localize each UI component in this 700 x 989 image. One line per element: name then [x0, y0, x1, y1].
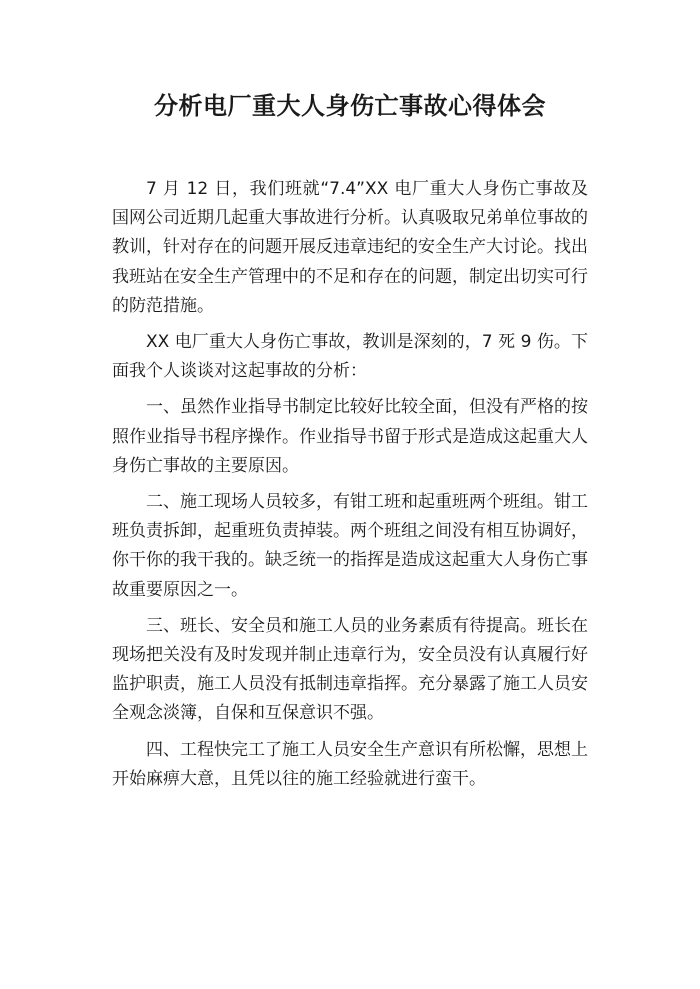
paragraph-point-3: 三、班长、安全员和施工人员的业务素质有待提高。班长在现场把关没有及时发现并制止违章行为，安全员没有认真履行好监护职责，施工人员没有抵制违章指挥。充分暴露了施工人员安全观念淡簿，自保和互保意识不强。 [112, 615, 588, 724]
paragraph-point-1: 一、虽然作业指导书制定比较好比较全面，但没有严格的按照作业指导书程序操作。作业指导书留于形式是造成这起重大人身伤亡事故的主要原因。 [112, 397, 588, 476]
document-title: 分析电厂重大人身伤亡事故心得体会 [154, 92, 546, 120]
paragraph-intro: 7 月 12 日，我们班就“7.4”XX 电厂重大人身伤亡事故及国网公司近期几起重大事故进行分析。认真吸取兄弟单位事故的教训，针对存在的问题开展反违章违纪的安全生产大讨论。找出我班站在安全生产管理中的不足和存在的问题，制定出切实可行的防范措施。 [112, 179, 588, 316]
paragraph-point-2: 二、施工现场人员较多，有钳工班和起重班两个班组。钳工班负责拆卸，起重班负责掉装。两个班组之间没有相互协调好，你干你的我干我的。缺乏统一的指挥是造成这起重大人身伤亡事故重要原因之一。 [112, 492, 588, 600]
paragraph-summary: XX 电厂重大人身伤亡事故，教训是深刻的，7 死 9 伤。下面我个人谈谈对这起事故的分析： [112, 332, 588, 382]
paragraph-point-4: 四、工程快完工了施工人员安全生产意识有所松懈，思想上开始麻痹大意，且凭以往的施工经验就进行蛮干。 [112, 739, 588, 789]
document-body [112, 175, 588, 794]
